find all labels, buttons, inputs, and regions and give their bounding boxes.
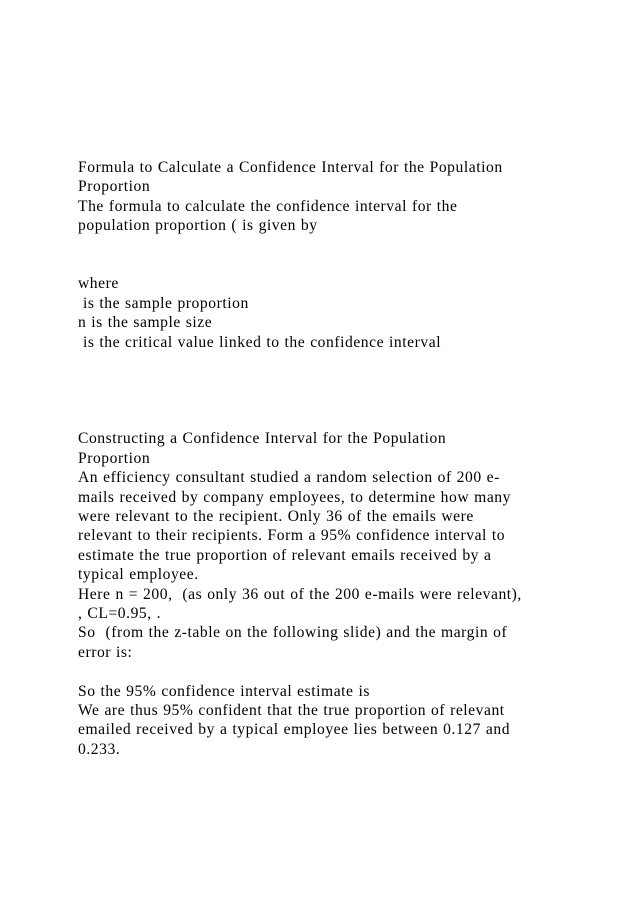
- blank-line: [78, 371, 578, 390]
- paragraph-line: estimate the true proportion of relevant emails received by a: [78, 546, 492, 564]
- paragraph-line: population proportion ( is given by: [78, 217, 318, 235]
- document-body: [78, 158, 578, 759]
- paragraph-line: An efficiency consultant studied a random selection of 200 e-: [78, 469, 500, 487]
- blank-line: [78, 236, 578, 255]
- blank-line: [78, 410, 578, 429]
- definition-line: is the critical value linked to the confidence interval: [78, 333, 442, 351]
- paragraph-line: error is:: [78, 643, 133, 661]
- paragraph-line: So (from the z-table on the following slide) and the margin of: [78, 624, 508, 642]
- paragraph-line: were relevant to the recipient. Only 36 of the emails were: [78, 508, 474, 526]
- heading-formula-line-1: Formula to Calculate a Confidence Interval for the Population: [78, 159, 503, 176]
- paragraph-line: The formula to calculate the confidence interval for the: [78, 197, 458, 215]
- paragraph-line: So the 95% confidence interval estimate is: [78, 682, 370, 700]
- definition-line: n is the sample size: [78, 314, 213, 332]
- heading-formula-line-2: Proportion: [78, 178, 151, 196]
- blank-line: [78, 662, 578, 681]
- paragraph-line: We are thus 95% confident that the true proportion of relevant: [78, 701, 505, 719]
- blank-line: [78, 391, 578, 410]
- paragraph-line: emailed received by a typical employee lies between 0.127 and: [78, 721, 511, 739]
- paragraph-line: typical employee.: [78, 566, 199, 584]
- paragraph-line: 0.233.: [78, 740, 121, 758]
- paragraph-line: Here n = 200, (as only 36 out of the 200 e-mails were relevant),: [78, 585, 522, 603]
- heading-constructing-line-1: Constructing a Confidence Interval for the Population: [78, 430, 447, 448]
- definition-line: is the sample proportion: [78, 294, 249, 312]
- paragraph-line: , CL=0.95, .: [78, 604, 162, 622]
- paragraph-line: mails received by company employees, to determine how many: [78, 488, 511, 506]
- blank-line: [78, 255, 578, 274]
- paragraph-line: where: [78, 275, 119, 293]
- heading-constructing-line-2: Proportion: [78, 449, 151, 467]
- blank-line: [78, 352, 578, 371]
- paragraph-line: relevant to their recipients. Form a 95% confidence interval to: [78, 527, 506, 545]
